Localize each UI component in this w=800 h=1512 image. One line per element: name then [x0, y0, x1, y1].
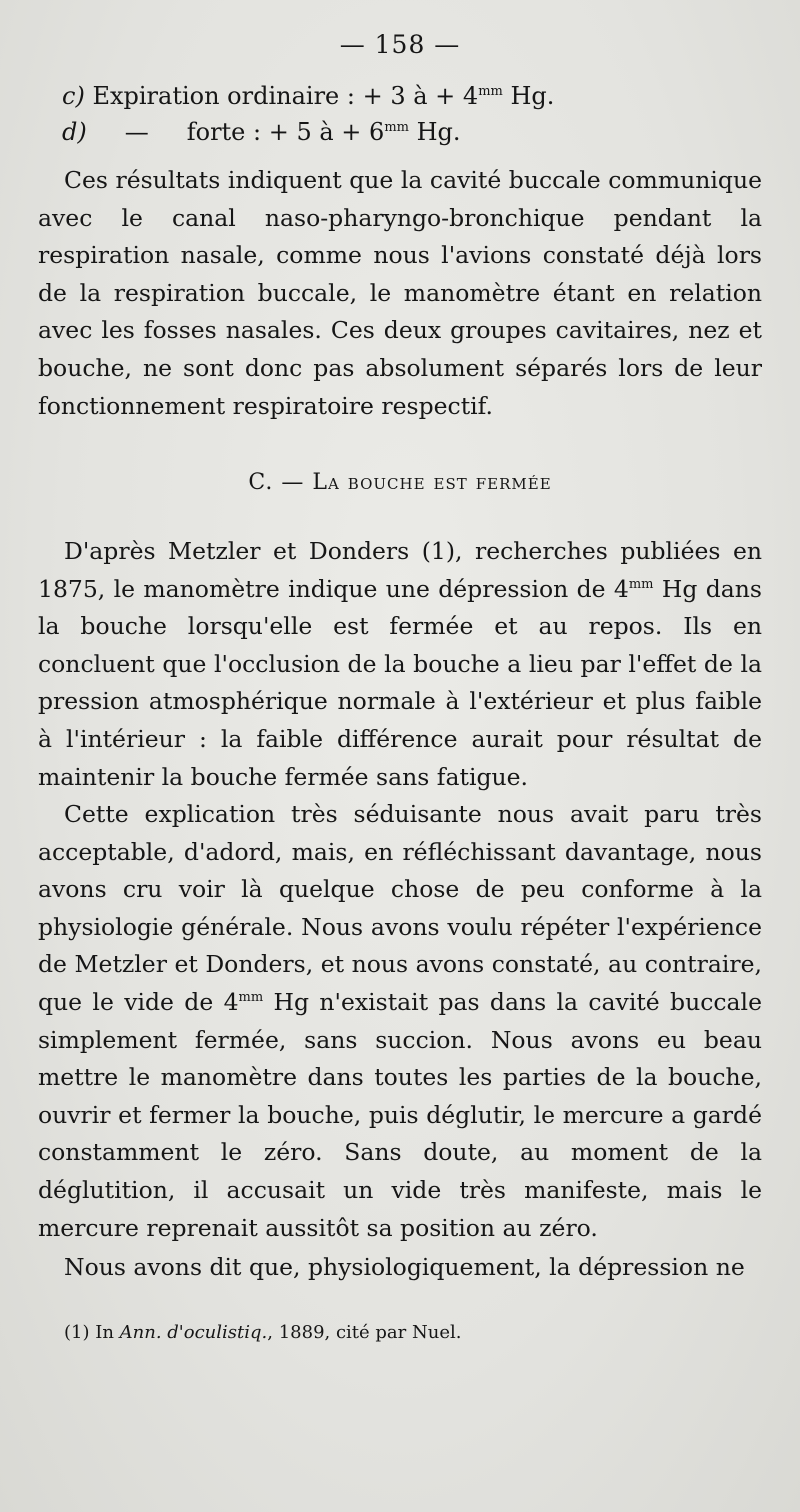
list-text-d: forte : + 5 à + 6	[186, 118, 385, 146]
footnote-rest: , 1889, cité par Nuel.	[267, 1322, 462, 1343]
ditto-dash: —	[124, 118, 149, 146]
list-marker-d: d)	[62, 118, 87, 146]
unit-superscript: mm	[478, 84, 503, 99]
paragraph-1-text: Ces résultats indiquent que la cavité buccale communique avec le canal naso-pharyngo-bronchique pendant la respiration nasale, comme nous l'avions constaté déjà lors de la respiration buccale, le manomètre étant en relation avec les fosses nasales. Ces deux groupes cavitaires, nez et bouche, ne sont donc pas absolument séparés lors de leur fonctionnement respiratoire respectif.	[38, 166, 762, 420]
unit-tail: Hg.	[502, 82, 555, 110]
unit-tail: Hg.	[408, 118, 461, 146]
paragraph-2-text-a: D'après Metzler et Donders (1), recherches publiées en 1875, le manomètre indique une dépression de 4	[38, 537, 762, 603]
footnote-number: (1) In	[64, 1322, 120, 1343]
paragraph-3-text-b: Hg n'existait pas dans la cavité buccale simplement fermée, sans succion. Nous avons eu beau mettre le manomètre dans toutes les parties de la bouche, ouvrir et fermer la bouche, puis déglutir, le mercure a gardé constamment le zéro. Sans doute, au moment de la déglutition, il accusait un vide très manifeste, mais le mercure reprenait aussitôt sa position au zéro.	[38, 987, 762, 1242]
paragraph-1	[38, 162, 762, 425]
section-letter: C. —	[248, 470, 313, 495]
list-item-c	[62, 82, 554, 110]
list-item-d	[62, 118, 461, 146]
unit-superscript: mm	[238, 989, 264, 1005]
section-heading	[0, 470, 800, 495]
paragraph-2	[38, 533, 762, 796]
paragraph-4	[38, 1249, 762, 1287]
page-number: — 158 —	[339, 30, 461, 59]
paragraph-4-text: Nous avons dit que, physiologiquement, la dépression ne	[64, 1253, 745, 1281]
section-title: La bouche est fermée	[312, 470, 552, 495]
paragraph-3	[38, 796, 762, 1247]
paragraph-3-text-a: Cette explication très séduisante nous avait paru très acceptable, d'adord, mais, en réfléchissant davantage, nous avons cru voir là quelque chose de peu conforme à la physiologie générale. Nous avons voulu répéter l'expérience de Metzler et Donders, et nous avons constaté, au contraire, que le vide de 4	[38, 800, 762, 1016]
footnote	[64, 1322, 461, 1343]
footnote-source: Ann. d'oculistiq.	[119, 1322, 268, 1343]
paragraph-2-text-b: Hg dans la bouche lorsqu'elle est fermée et au repos. Ils en concluent que l'occlusion de la bouche a lieu par l'effet de la pression atmosphérique normale à l'extérieur et plus faible à l'intérieur : la faible différence aurait pour résultat de maintenir la bouche fermée sans fatigue.	[38, 574, 762, 791]
unit-superscript: mm	[628, 576, 654, 592]
list-text-c: Expiration ordinaire : + 3 à + 4	[84, 82, 479, 110]
list-marker-c: c)	[62, 82, 85, 110]
unit-superscript: mm	[384, 120, 409, 135]
